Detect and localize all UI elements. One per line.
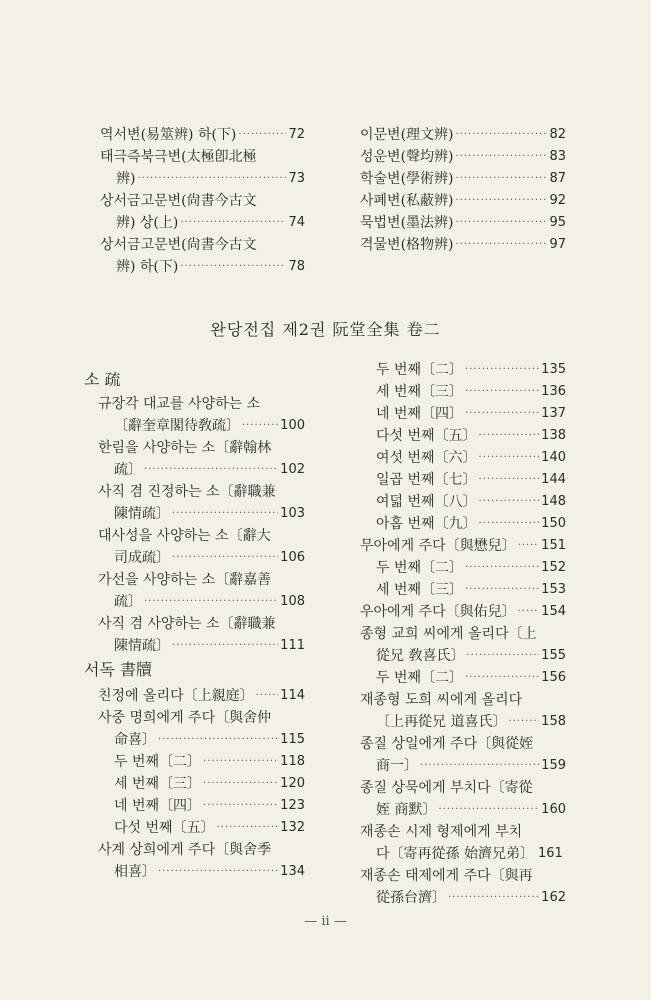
toc-entry: 격물변(格物辨) ····· 97	[360, 234, 566, 256]
toc-entry: 상서금고문변(尙書今古文	[100, 237, 257, 253]
toc-entry-cont: 從孫台濟〕 ····· 162	[376, 887, 566, 909]
toc-entry: 여섯 번째〔六〕 ····· 140	[376, 447, 566, 469]
toc-entry: 한림을 사양하는 소〔辭翰林	[98, 440, 272, 456]
toc-entry: 우아에게 주다〔與佑兒〕 ····· 154	[360, 601, 566, 623]
toc-entry: 묵법변(墨法辨) ····· 95	[360, 212, 566, 234]
toc-entry-cont: 相喜〕 ····· 134	[114, 861, 305, 883]
toc-entry: 이문변(理文辨) ····· 82	[360, 124, 566, 146]
toc-entry-cont: 陳情疏〕 ····· 111	[114, 635, 305, 657]
toc-entry-cont: 辨) ····· 73	[116, 168, 305, 190]
toc-entry: 사직 겸 사양하는 소〔辭職兼	[98, 616, 276, 632]
toc-entry: 대사성을 사양하는 소〔辭大	[98, 528, 271, 544]
toc-entry: 사폐변(私蔽辨) ····· 92	[360, 190, 566, 212]
toc-entry: 세 번째〔三〕 ····· 153	[376, 579, 566, 601]
toc-entry: 사직 겸 진정하는 소〔辭職兼	[98, 484, 276, 500]
toc-entry-cont: 陳情疏〕 ····· 103	[114, 503, 305, 525]
toc-entry: 종질 상묵에게 부치다〔寄從	[360, 780, 533, 796]
toc-entry: 여덟 번째〔八〕 ····· 148	[376, 491, 566, 513]
toc-entry: 친정에 올리다〔上親庭〕 ····· 114	[98, 685, 305, 707]
toc-entry: 종질 상일에게 주다〔與從姪	[360, 736, 534, 752]
toc-entry: 가선을 사양하는 소〔辭嘉善	[98, 572, 272, 588]
toc-entry-cont: 〔辭奎章閣待敎疏〕 ····· 100	[114, 415, 305, 437]
toc-entry-cont: 疏〕 ····· 108	[114, 591, 305, 613]
toc-entry-cont: 姪 商默〕 ····· 160	[376, 799, 566, 821]
toc-entry-cont: 疏〕 ····· 102	[114, 459, 305, 481]
toc-entry: 재종손 태제에게 주다〔與再	[360, 868, 533, 884]
toc-entry: 두 번째〔二〕 ····· 156	[376, 667, 566, 689]
section-heading: 소 疏	[84, 370, 121, 389]
toc-entry-cont: 命喜〕 ····· 115	[114, 729, 305, 751]
toc-entry: 상서금고문변(尙書今古文	[100, 193, 257, 209]
toc-entry: 세 번째〔三〕 ····· 120	[114, 773, 305, 795]
toc-entry: 네 번째〔四〕 ····· 123	[114, 795, 305, 817]
toc-entry: 두 번째〔二〕 ····· 152	[376, 557, 566, 579]
toc-entry: 두 번째〔二〕 ····· 135	[376, 359, 566, 381]
volume-title: 완당전집 제2권 阮堂全集 卷二	[210, 320, 441, 339]
section-heading: 서독 書牘	[84, 660, 152, 679]
toc-entry: 재종형 도희 씨에게 올리다	[360, 692, 523, 708]
toc-entry-cont: 辨) 하(下) ····· 78	[116, 256, 305, 278]
toc-entry: 다섯 번째〔五〕 ····· 138	[376, 425, 566, 447]
toc-entry-cont: 司成疏〕 ····· 106	[114, 547, 305, 569]
toc-entry: 일곱 번째〔七〕 ····· 144	[376, 469, 566, 491]
toc-entry-cont: 商一〕 ····· 159	[376, 755, 566, 777]
toc-entry: 사계 상희에게 주다〔與舍季	[98, 842, 272, 858]
toc-entry: 세 번째〔三〕 ····· 136	[376, 381, 566, 403]
toc-entry-cont: 辨) 상(上) ····· 74	[116, 212, 305, 234]
toc-entry: 태극즉북극변(太極卽北極	[100, 149, 257, 165]
toc-entry: 규장각 대교를 사양하는 소	[98, 396, 261, 412]
toc-entry: 종형 교희 씨에게 올리다〔上	[360, 626, 537, 642]
toc-entry: 아홉 번째〔九〕 ····· 150	[376, 513, 566, 535]
toc-entry-cont: 다〔寄再從孫 始濟兄弟〕 161	[376, 846, 563, 862]
toc-entry: 두 번째〔二〕 ····· 118	[114, 751, 305, 773]
toc-entry: 재종손 시제 형제에게 부치	[360, 824, 523, 840]
toc-entry: 무아에게 주다〔與懋兒〕 ····· 151	[360, 535, 566, 557]
toc-entry: 성운변(聲均辨) ····· 83	[360, 146, 566, 168]
toc-entry: 네 번째〔四〕 ····· 137	[376, 403, 566, 425]
toc-entry: 사중 명희에게 주다〔與舍仲	[98, 710, 272, 726]
toc-entry-cont: 〔上再從兄 道喜氏〕 ····· 158	[376, 711, 566, 733]
toc-entry: 학술변(學術辨) ····· 87	[360, 168, 566, 190]
page-folio: — ii —	[304, 914, 347, 929]
toc-entry: 역서변(易筮辨) 하(下) ····· 72	[100, 124, 305, 146]
toc-entry: 다섯 번째〔五〕 ····· 132	[114, 817, 305, 839]
toc-entry-cont: 從兄 敎喜氏〕 ····· 155	[376, 645, 566, 667]
